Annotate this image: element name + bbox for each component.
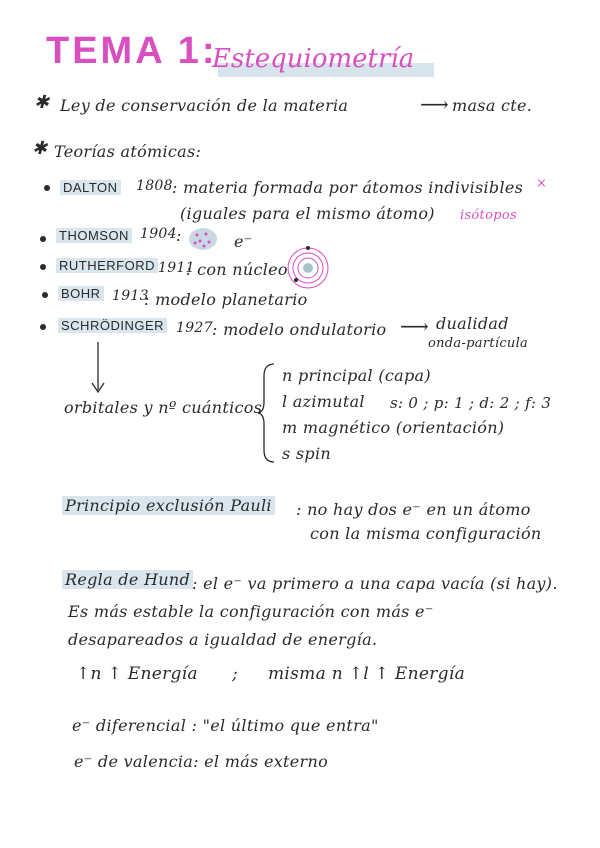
electron-valencia: e⁻ de valencia: el más externo — [74, 752, 329, 771]
hund-text3: desapareados a igualdad de energía. — [68, 630, 378, 649]
bullet-dot — [40, 264, 46, 270]
pauli-text1: : no hay dos e⁻ en un átomo — [296, 500, 531, 519]
page-subtitle: Estequiometría — [212, 44, 415, 74]
electron-diferencial: e⁻ diferencial : "el último que entra" — [72, 716, 379, 735]
quantum-m: m magnético (orientación) — [282, 418, 505, 437]
model-year-dalton: 1808 — [136, 178, 173, 194]
model-year-bohr: 1913 — [112, 288, 149, 304]
bullet-dot — [44, 185, 50, 191]
thomson-atom-icon — [186, 226, 220, 252]
bullet-dot — [40, 236, 46, 242]
page-title: TEMA 1: — [46, 30, 218, 72]
hund-rule1: ↑n ↑ Energía — [76, 664, 198, 684]
pauli-text2: con la misma configuración — [310, 524, 542, 543]
model-name-dalton: DALTON — [60, 180, 121, 195]
bullet-dot — [40, 324, 46, 330]
arrow-right-icon: ⟶ — [400, 314, 429, 338]
model-name-bohr: BOHR — [58, 286, 104, 301]
model-desc-dalton: : materia formada por átomos indivisibles — [172, 178, 524, 197]
bullet-dot — [42, 292, 48, 298]
law-text: Ley de conservación de la materia — [60, 96, 349, 115]
hund-label: Regla de Hund — [62, 570, 193, 589]
quantum-l-detail: s: 0 ; p: 1 ; d: 2 ; f: 3 — [390, 394, 552, 412]
model-year-schrodinger: 1927 — [176, 320, 213, 336]
quantum-s: s spin — [282, 444, 331, 463]
theories-heading: Teorías atómicas: — [54, 142, 202, 161]
quantum-l: l azimutal — [282, 392, 365, 411]
rutherford-atom-icon — [284, 246, 332, 290]
hund-separator: ; — [232, 664, 239, 684]
dualidad-text: dualidad — [436, 314, 509, 333]
star-icon: ✱ — [34, 92, 50, 113]
electron-label: e⁻ — [234, 232, 253, 251]
quantum-n: n principal (capa) — [282, 366, 431, 385]
model-desc-rutherford: : con núcleo — [186, 260, 288, 279]
arrow-right-icon: ⟶ — [420, 92, 449, 116]
model-year-rutherford: 1911 — [158, 260, 195, 276]
model-name-thomson: THOMSON — [56, 228, 132, 243]
model-desc-schrodinger: : modelo ondulatorio — [212, 320, 387, 339]
model-desc-bohr: : modelo planetario — [144, 290, 308, 309]
brace-icon — [256, 362, 278, 464]
hund-text2: Es más estable la configuración con más e⁻ — [68, 602, 434, 621]
cross-mark: × — [536, 176, 547, 191]
model-name-schrodinger: SCHRÖDINGER — [58, 318, 167, 333]
onda-particula-text: onda-partícula — [428, 336, 529, 351]
star-icon: ✱ — [32, 138, 48, 159]
arrow-down-icon — [88, 340, 108, 396]
pauli-label: Principio exclusión Pauli — [62, 496, 275, 515]
model-year-thomson: 1904 — [140, 226, 177, 242]
model-desc2-dalton: (iguales para el mismo átomo) — [180, 204, 435, 223]
hund-rule2: misma n ↑l ↑ Energía — [268, 664, 466, 684]
quantum-label: orbitales y nº cuánticos — [64, 398, 263, 417]
hund-text1: : el e⁻ va primero a una capa vacía (si hay). — [192, 574, 558, 593]
law-result: masa cte. — [452, 96, 533, 115]
model-name-rutherford: RUTHERFORD — [56, 258, 158, 273]
isotopes-note: isótopos — [460, 208, 517, 223]
model-colon-thomson: : — [176, 226, 182, 245]
